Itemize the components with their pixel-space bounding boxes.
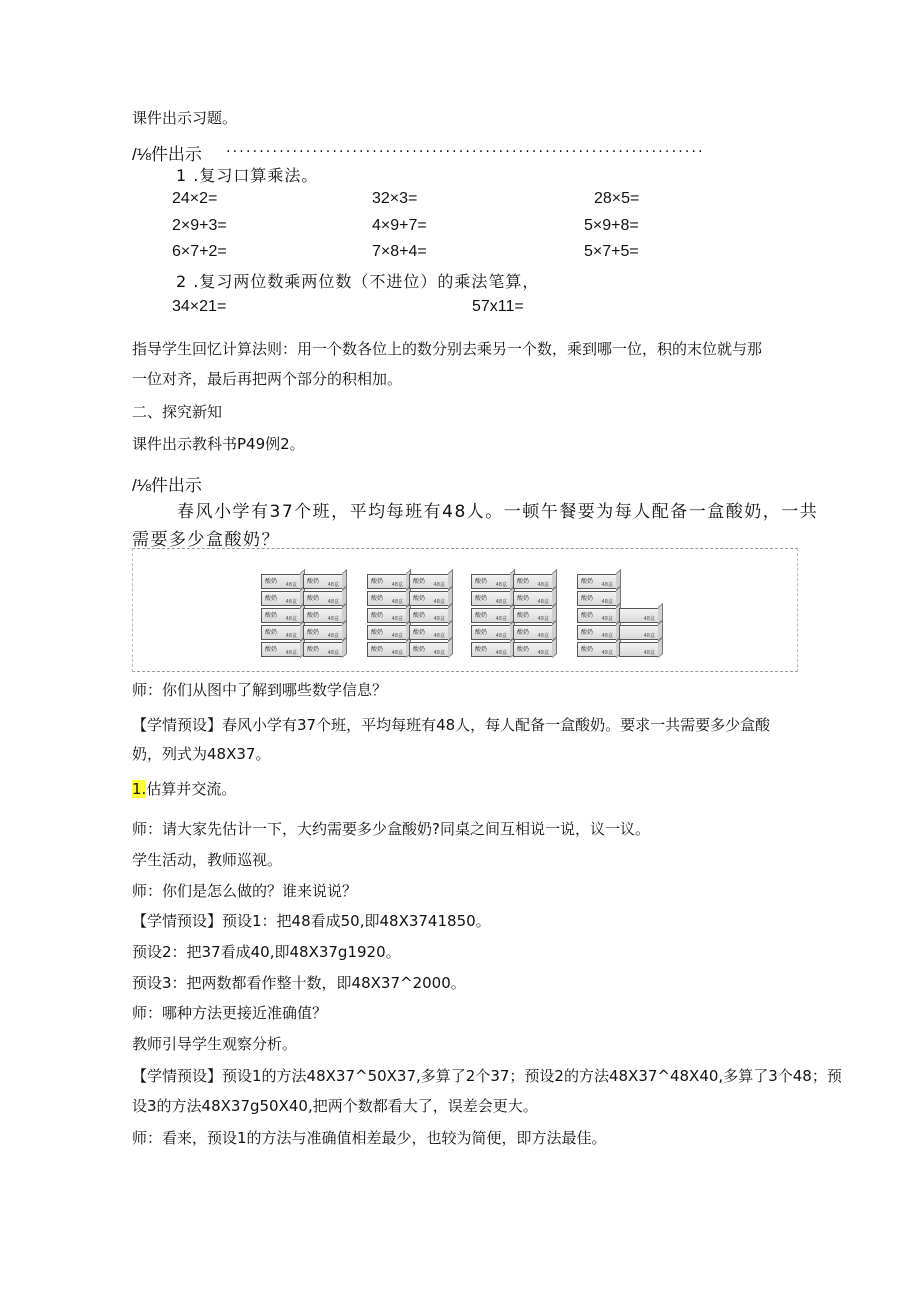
problem-line-2: 需要多少盒酸奶？	[132, 530, 280, 550]
milk-box	[513, 591, 553, 606]
milk-box-label: 酸奶	[413, 578, 426, 585]
milk-box-count: 48盒	[391, 650, 403, 656]
milk-box	[409, 642, 449, 657]
milk-box-count: 48盒	[327, 650, 339, 656]
milk-box-count: 48盒	[285, 650, 297, 656]
milk-box-label: 酸奶	[475, 646, 488, 653]
step-1	[132, 779, 236, 799]
milk-box-count: 48盒	[433, 616, 445, 622]
milk-box-label: 酸奶	[413, 595, 426, 602]
milk-box-label: 酸奶	[307, 595, 320, 602]
slide-header: /⅛件出示	[132, 145, 202, 164]
milk-box-label: 酸奶	[265, 612, 278, 619]
milk-box	[303, 608, 343, 623]
milk-box-label: 酸奶	[517, 629, 530, 636]
milk-box-count: 48盒	[537, 599, 549, 605]
milk-box-count: 48盒	[285, 616, 297, 622]
student-activity: 学生活动，教师巡视。	[132, 851, 283, 869]
milk-box-count: 48盒	[601, 616, 613, 622]
milk-box-count: 48盒	[433, 650, 445, 656]
step-text: 估算并交流。	[146, 780, 237, 798]
milk-box-label: 酸奶	[371, 646, 384, 653]
milk-box	[471, 642, 511, 657]
preset-5a: 【学情预设】预设1的方法48X37^50X37,多算了2个37；预设2的方法48X37^48X40,多算了3个48；预	[132, 1067, 842, 1085]
milk-box-label: 酸奶	[413, 646, 426, 653]
milk-box-label: 酸奶	[517, 612, 530, 619]
dotted-rule: ........................................................................	[226, 140, 705, 156]
milk-box	[303, 625, 343, 640]
milk-box-count: 48盒	[537, 616, 549, 622]
milk-box-count: 48盒	[495, 616, 507, 622]
milk-box-count: 48盒	[327, 599, 339, 605]
milk-box	[367, 642, 407, 657]
question-1-title: 1 .复习口算乘法。	[176, 166, 319, 185]
milk-box	[261, 608, 301, 623]
milk-box-label: 酸奶	[413, 629, 426, 636]
milk-box	[367, 625, 407, 640]
milk-box	[577, 591, 617, 606]
guide-line-2: 一位对齐，最后再把两个部分的积相加。	[132, 370, 403, 388]
milk-box	[619, 608, 659, 623]
milk-box-label: 酸奶	[581, 612, 594, 619]
milk-box-count: 48盒	[285, 599, 297, 605]
milk-box-label: 酸奶	[265, 595, 278, 602]
milk-box-label: 酸奶	[307, 612, 320, 619]
milk-box	[367, 574, 407, 589]
milk-box-label: 酸奶	[307, 629, 320, 636]
step-number: 1.	[132, 780, 147, 798]
milk-box-label: 酸奶	[517, 646, 530, 653]
milk-box	[261, 574, 301, 589]
milk-box-label: 酸奶	[265, 646, 278, 653]
milk-box	[367, 591, 407, 606]
milk-box-count: 48盒	[391, 616, 403, 622]
exercise-r2-c2: 4×9+7=	[372, 217, 427, 234]
milk-box-label: 酸奶	[517, 578, 530, 585]
milk-box	[471, 625, 511, 640]
preset-3: 预设2：把37看成40,即48X37g1920。	[132, 943, 401, 961]
milk-box-label: 酸奶	[517, 595, 530, 602]
question-2-title: 2 .复习两位数乘两位数（不进位）的乘法笔算，	[176, 272, 540, 291]
milk-box-count: 48盒	[495, 650, 507, 656]
milk-box	[471, 591, 511, 606]
milk-box-count: 48盒	[643, 616, 655, 622]
milk-box	[261, 591, 301, 606]
teacher-q1: 师：你们从图中了解到哪些数学信息？	[132, 681, 388, 699]
milk-box-count: 48盒	[643, 633, 655, 639]
example-line: 课件出示教科书P49例2。	[132, 435, 305, 453]
example-slide-header: /⅛件出示	[132, 476, 202, 495]
milk-box	[261, 625, 301, 640]
milk-box-count: 48盒	[391, 633, 403, 639]
milk-box	[619, 625, 659, 640]
milk-box-label: 酸奶	[307, 578, 320, 585]
milk-box-label: 酸奶	[475, 629, 488, 636]
preset-1a: 【学情预设】春风小学有37个班，平均每班有48人，每人配备一盒酸奶。要求一共需要多少盒酸	[132, 716, 771, 734]
exercise-r4-c2: 57x11=	[472, 298, 524, 315]
milk-box-count: 48盒	[433, 582, 445, 588]
milk-box	[303, 574, 343, 589]
exercise-r2-c1: 2×9+3=	[172, 217, 227, 234]
preset-1b: 奶，列式为48X37。	[132, 745, 271, 763]
milk-box	[619, 642, 659, 657]
milk-box	[577, 625, 617, 640]
milk-box-count: 48盒	[537, 582, 549, 588]
milk-box	[471, 608, 511, 623]
milk-box-label: 酸奶	[371, 629, 384, 636]
milk-box	[513, 625, 553, 640]
milk-box	[577, 608, 617, 623]
milk-box-label: 酸奶	[265, 578, 278, 585]
guide-line-1: 指导学生回忆计算法则：用一个数各位上的数分别去乘另一个数，乘到哪一位，积的末位就与那	[132, 340, 763, 358]
milk-box-label: 酸奶	[581, 595, 594, 602]
milk-box-count: 48盒	[601, 599, 613, 605]
milk-box-count: 48盒	[537, 633, 549, 639]
milk-box-count: 48盒	[391, 599, 403, 605]
milk-box-count: 48盒	[285, 633, 297, 639]
milk-box-count: 48盒	[327, 582, 339, 588]
problem-line-1: 春风小学有37个班，平均每班有48人。一顿午餐要为每人配备一盒酸奶，一共	[177, 502, 819, 522]
milk-box-count: 48盒	[327, 633, 339, 639]
milk-box-label: 酸奶	[581, 578, 594, 585]
milk-box-count: 48盒	[495, 599, 507, 605]
milk-box-count: 48盒	[643, 650, 655, 656]
milk-box-label: 酸奶	[475, 595, 488, 602]
milk-box	[513, 642, 553, 657]
milk-box	[577, 642, 617, 657]
milk-box-count: 48盒	[495, 582, 507, 588]
milk-box-label: 酸奶	[581, 646, 594, 653]
milk-box-label: 酸奶	[307, 646, 320, 653]
milk-box-label: 酸奶	[371, 595, 384, 602]
milk-box-label: 酸奶	[475, 612, 488, 619]
milk-box	[471, 574, 511, 589]
milk-box	[367, 608, 407, 623]
milk-box-count: 48盒	[495, 633, 507, 639]
intro-line: 课件出示习题。	[132, 109, 238, 127]
milk-box-label: 酸奶	[371, 578, 384, 585]
teacher-q3: 师：你们是怎么做的？谁来说说？	[132, 882, 358, 900]
milk-box-label: 酸奶	[475, 578, 488, 585]
exercise-r3-c2: 7×8+4=	[372, 243, 427, 260]
teacher-q2: 师：请大家先估计一下，大约需要多少盒酸奶?同桌之间互相说一说，议一议。	[132, 820, 650, 838]
milk-box-count: 48盒	[327, 616, 339, 622]
teacher-conclusion: 师：看来，预设1的方法与准确值相差最少，也较为简便，即方法最佳。	[132, 1129, 607, 1147]
milk-box	[303, 642, 343, 657]
milk-box-label: 酸奶	[581, 629, 594, 636]
milk-box	[261, 642, 301, 657]
milk-box-count: 48盒	[537, 650, 549, 656]
milk-boxes-figure	[132, 548, 798, 672]
milk-box-count: 48盒	[601, 582, 613, 588]
preset-2: 【学情预设】预设1：把48看成50,即48X3741850。	[132, 912, 491, 930]
milk-box-label: 酸奶	[413, 612, 426, 619]
exercise-r1-c1: 24×2=	[172, 190, 218, 207]
milk-box-count: 48盒	[391, 582, 403, 588]
milk-box	[409, 574, 449, 589]
teacher-guide: 教师引导学生观察分析。	[132, 1035, 298, 1053]
milk-box-label: 酸奶	[265, 629, 278, 636]
milk-box-count: 48盒	[601, 650, 613, 656]
milk-box	[409, 608, 449, 623]
exercise-r3-c1: 6×7+2=	[172, 243, 227, 260]
exercise-r1-c2: 32×3=	[372, 190, 418, 207]
milk-box	[303, 591, 343, 606]
milk-box-count: 48盒	[601, 633, 613, 639]
exercise-r1-c3: 28×5=	[594, 190, 640, 207]
milk-box	[513, 608, 553, 623]
preset-4: 预设3：把两数都看作整十数，即48X37^2000。	[132, 974, 466, 992]
milk-box	[513, 574, 553, 589]
milk-box-label: 酸奶	[371, 612, 384, 619]
milk-box	[577, 574, 617, 589]
milk-box-count: 48盒	[285, 582, 297, 588]
milk-box-count: 48盒	[433, 599, 445, 605]
teacher-q4: 师：哪种方法更接近准确值？	[132, 1004, 328, 1022]
milk-box	[409, 625, 449, 640]
milk-box-count: 48盒	[433, 633, 445, 639]
preset-5b: 设3的方法48X37g50X40,把两个数都看大了，误差会更大。	[132, 1097, 538, 1115]
section-heading: 二、探究新知	[132, 403, 223, 421]
exercise-r3-c3: 5×7+5=	[584, 243, 639, 260]
milk-box	[409, 591, 449, 606]
exercise-r2-c3: 5×9+8=	[584, 217, 639, 234]
exercise-r4-c1: 34×21=	[172, 298, 227, 315]
